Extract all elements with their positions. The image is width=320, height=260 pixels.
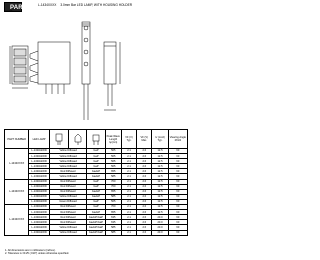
- col-chip-icon: [69, 130, 87, 149]
- table-body: [5, 149, 188, 236]
- viewing-angle-value: 60: [168, 159, 187, 164]
- table-row: [5, 230, 188, 235]
- viewing-angle-value: 60: [168, 210, 187, 215]
- wavelength-value: 635: [105, 220, 121, 225]
- lamp-part-number: L-1434GD0D: [29, 205, 49, 210]
- vf-typ-value: 2.1: [121, 210, 136, 215]
- col-iv-typ: Iv (mcd) Typ.: [152, 130, 168, 149]
- wavelength-value: 635: [105, 215, 121, 220]
- lamp-part-number: L-1434GD0D: [29, 215, 49, 220]
- viewing-angle-value: 60: [168, 154, 187, 159]
- iv-typ-value: 12.5: [152, 169, 168, 174]
- iv-typ-value: 12.5: [152, 174, 168, 179]
- viewing-angle-value: 60: [168, 149, 187, 154]
- wavelength-value: 700: [105, 205, 121, 210]
- vf-typ-value: 2.1: [121, 164, 136, 169]
- wavelength-value: 585: [105, 230, 121, 235]
- chip-material: GaAsP/GaP: [87, 215, 105, 220]
- title-part-number: L-1434XXXX: [38, 3, 57, 7]
- wavelength-value: 700: [105, 184, 121, 189]
- vf-max-value: 2.6: [137, 179, 152, 184]
- vf-max-value: 2.6: [137, 225, 152, 230]
- chip-material: GaAsP/GaP: [87, 230, 105, 235]
- group-part-number: L-1434XXXX: [5, 149, 29, 180]
- vf-typ-value: 2.1: [121, 220, 136, 225]
- lens-icon: [92, 133, 100, 145]
- footnote-1: 1. All dimensions are in millimeters (inches).: [5, 249, 56, 252]
- iv-typ-value: 12.5: [152, 189, 168, 194]
- chip-material: GaP: [87, 164, 105, 169]
- wavelength-value: 700: [105, 179, 121, 184]
- viewing-angle-value: 60: [168, 194, 187, 199]
- vf-max-value: 2.6: [137, 159, 152, 164]
- document-title: [38, 3, 132, 7]
- group-part-number: L-1434XXXX: [5, 205, 29, 236]
- lens-description: Red Diffused: [49, 210, 87, 215]
- lens-description: Yellow Diffused: [49, 225, 87, 230]
- logo-text: PARA: [10, 5, 28, 11]
- vf-typ-value: 2.1: [121, 225, 136, 230]
- front-view: [10, 46, 28, 88]
- iv-typ-value: 12.5: [152, 164, 168, 169]
- viewing-angle-value: 60: [168, 205, 187, 210]
- side-view: [30, 42, 70, 94]
- vf-typ-value: 2.1: [121, 159, 136, 164]
- col-vf-typ: VF (V) Typ.: [121, 130, 136, 149]
- vf-typ-value: 2.1: [121, 199, 136, 204]
- specification-table: [4, 129, 188, 236]
- lamp-part-number: L-1434GD0D: [29, 199, 49, 204]
- lens-description: Red Diffused: [49, 184, 87, 189]
- viewing-angle-value: 60: [168, 225, 187, 230]
- chip-material: GaP: [87, 149, 105, 154]
- chip-material: GaAsP/GaP: [87, 220, 105, 225]
- vf-typ-value: 2.1: [121, 154, 136, 159]
- lamp-part-number: L-1434GD0D: [29, 159, 49, 164]
- viewing-angle-value: 60: [168, 230, 187, 235]
- chip-material: GaP: [87, 179, 105, 184]
- iv-typ-value: 12.5: [152, 199, 168, 204]
- iv-typ-value: 20.0: [152, 220, 168, 225]
- chip-material: GaP: [87, 184, 105, 189]
- lamp-part-number: L-1434GD0D: [29, 169, 49, 174]
- logo-subtext: LIGHT: [5, 10, 13, 13]
- lamp-part-number: L-1434GD0D: [29, 164, 49, 169]
- vf-typ-value: 2.1: [121, 184, 136, 189]
- lens-description: Yellow Diffused: [49, 159, 87, 164]
- led-window-3: [14, 67, 26, 74]
- viewing-angle-value: 60: [168, 215, 187, 220]
- vf-typ-value: 2.1: [121, 189, 136, 194]
- footnote-2: 2. Tolerance is ±0.25 (.010") unless otherwise specified.: [5, 252, 70, 256]
- col-lens-icon: [87, 130, 105, 149]
- viewing-angle-value: 60: [168, 164, 187, 169]
- chip-material: GaP: [87, 199, 105, 204]
- lamp-part-number: L-1434GD0D: [29, 149, 49, 154]
- vf-max-value: 2.6: [137, 149, 152, 154]
- lens-description: Red Diffused: [49, 179, 87, 184]
- vf-max-value: 2.6: [137, 220, 152, 225]
- chip-material: GaAsP: [87, 194, 105, 199]
- lamp-part-number: L-1434GD0D: [29, 210, 49, 215]
- wavelength-value: 585: [105, 225, 121, 230]
- iv-typ-value: 12.5: [152, 205, 168, 210]
- lens-description: Yellow Diffused: [49, 154, 87, 159]
- wavelength-value: 585: [105, 194, 121, 199]
- vf-typ-value: 2.1: [121, 179, 136, 184]
- viewing-angle-value: 60: [168, 184, 187, 189]
- iv-typ-value: 12.5: [152, 184, 168, 189]
- iv-typ-value: 20.0: [152, 225, 168, 230]
- lamp-part-number: L-1434GD0D: [29, 184, 49, 189]
- led-window-1: [14, 49, 26, 56]
- lamp-part-number: L-1434GD0D: [29, 194, 49, 199]
- led-window-2: [14, 58, 26, 65]
- lens-description: Red Diffused: [49, 220, 87, 225]
- wavelength-value: 565: [105, 149, 121, 154]
- lens-description: Red Diffused: [49, 205, 87, 210]
- wavelength-value: 565: [105, 159, 121, 164]
- vf-max-value: 2.6: [137, 189, 152, 194]
- title-text: 3.0mm Bar LED LAMP, WITH HOUSING HOLDER: [60, 3, 133, 7]
- wavelength-value: 565: [105, 154, 121, 159]
- vf-max-value: 2.6: [137, 210, 152, 215]
- vf-typ-value: 2.1: [121, 149, 136, 154]
- viewing-angle-value: 60: [168, 179, 187, 184]
- vf-max-value: 2.6: [137, 184, 152, 189]
- vf-max-value: 2.6: [137, 215, 152, 220]
- vf-max-value: 2.6: [137, 169, 152, 174]
- lens-description: Green Diffused: [49, 199, 87, 204]
- col-lamp-icon: [49, 130, 68, 149]
- col-viewing-angle: Viewing Angle 2θ1/2: [168, 130, 187, 149]
- iv-typ-value: 12.5: [152, 179, 168, 184]
- lamp-part-number: L-1434GD0D: [29, 179, 49, 184]
- led-window-4: [14, 76, 26, 82]
- lens-description: Red Diffused: [49, 169, 87, 174]
- lamp-part-number: L-1434GD0D: [29, 220, 49, 225]
- lens-description: Yellow Diffused: [49, 230, 87, 235]
- vf-max-value: 2.6: [137, 230, 152, 235]
- vf-max-value: 2.6: [137, 194, 152, 199]
- viewing-angle-value: 60: [168, 199, 187, 204]
- wavelength-value: 655: [105, 210, 121, 215]
- lens-description: Red Diffused: [49, 189, 87, 194]
- vf-max-value: 2.6: [137, 205, 152, 210]
- footnotes: [5, 249, 69, 256]
- col-vf-max: VF (V) Max.: [137, 130, 152, 149]
- vf-typ-value: 2.1: [121, 215, 136, 220]
- vf-typ-value: 2.1: [121, 169, 136, 174]
- top-view: [82, 22, 90, 120]
- col-peak-wavelength: Peak Wave Length λp(nm): [105, 130, 121, 149]
- chip-material: GaP: [87, 154, 105, 159]
- vf-typ-value: 2.1: [121, 174, 136, 179]
- end-view: [104, 42, 120, 110]
- col-led-lamp: LED LAMP: [29, 130, 49, 149]
- chip-material: GaAsP: [87, 169, 105, 174]
- wavelength-value: 565: [105, 199, 121, 204]
- mechanical-drawing: [8, 16, 140, 126]
- lamp-icon: [55, 133, 63, 145]
- wavelength-value: 655: [105, 189, 121, 194]
- vf-max-value: 2.6: [137, 164, 152, 169]
- lens-description: Yellow Diffused: [49, 149, 87, 154]
- wavelength-value: 565: [105, 164, 121, 169]
- iv-typ-value: 12.5: [152, 194, 168, 199]
- wavelength-value: 585: [105, 174, 121, 179]
- iv-typ-value: 12.5: [152, 154, 168, 159]
- lamp-part-number: L-1434GD0D: [29, 174, 49, 179]
- iv-typ-value: 12.5: [152, 159, 168, 164]
- vf-max-value: 2.6: [137, 174, 152, 179]
- iv-typ-value: 12.5: [152, 149, 168, 154]
- vf-typ-value: 2.1: [121, 205, 136, 210]
- lamp-part-number: L-1434GD0D: [29, 225, 49, 230]
- lens-description: Yellow Diffused: [49, 164, 87, 169]
- viewing-angle-value: 60: [168, 174, 187, 179]
- chip-material: GaAsP/GaP: [87, 225, 105, 230]
- col-part-number: PART NUMBER: [5, 130, 29, 149]
- lens-description: Red Diffused: [49, 215, 87, 220]
- chip-material: GaP: [87, 159, 105, 164]
- viewing-angle-value: 60: [168, 220, 187, 225]
- viewing-angle-value: 60: [168, 169, 187, 174]
- lamp-part-number: L-1434GD0D: [29, 230, 49, 235]
- chip-material: GaAsP: [87, 189, 105, 194]
- iv-typ-value: 20.0: [152, 230, 168, 235]
- lamp-part-number: L-1434GD0D: [29, 154, 49, 159]
- group-part-number: L-1434XXXX: [5, 179, 29, 204]
- wavelength-value: 655: [105, 169, 121, 174]
- chip-material: GaP: [87, 205, 105, 210]
- table-header-row: [5, 130, 188, 149]
- iv-typ-value: 12.5: [152, 210, 168, 215]
- lens-description: Yellow Diffused: [49, 194, 87, 199]
- vf-typ-value: 2.1: [121, 194, 136, 199]
- chip-material: GaAsP: [87, 174, 105, 179]
- vf-max-value: 2.6: [137, 154, 152, 159]
- lens-description: Yellow Diffused: [49, 174, 87, 179]
- vf-max-value: 2.6: [137, 199, 152, 204]
- viewing-angle-value: 60: [168, 189, 187, 194]
- chip-icon: [74, 133, 82, 145]
- lamp-part-number: L-1434GD0D: [29, 189, 49, 194]
- vf-typ-value: 2.1: [121, 230, 136, 235]
- chip-material: GaAsP: [87, 210, 105, 215]
- iv-typ-value: 20.0: [152, 215, 168, 220]
